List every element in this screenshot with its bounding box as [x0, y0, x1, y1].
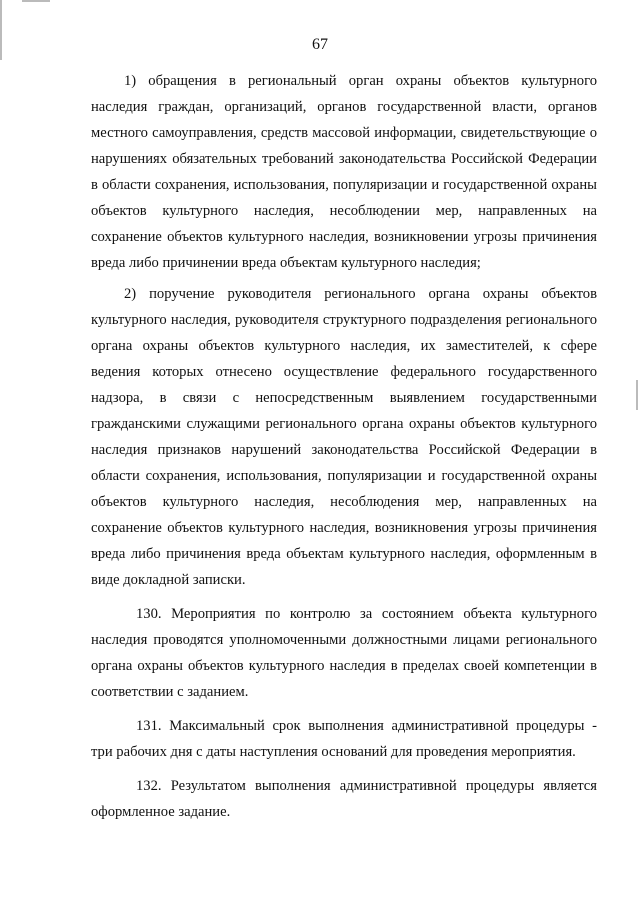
paragraph-132: 132. Результатом выполнения административной процедуры является оформленное задание. [91, 778, 597, 820]
document-body [91, 68, 597, 825]
scan-edge-mark [22, 0, 50, 2]
scan-edge-mark [636, 380, 638, 410]
page-number: 67 [312, 36, 328, 53]
paragraph-130: 130. Мероприятия по контролю за состоянием объекта культурного наследия проводятся уполномоченными должностными лицами регионального органа охраны объектов культурного наследия в пределах своей компетенции в соответствии с заданием. [91, 606, 597, 700]
paragraph-item-1: 1) обращения в региональный орган охраны объектов культурного наследия граждан, организаций, органов государственной власти, органов местного самоуправления, средств массовой информации, свидетельствующие о нарушениях обязательных требований законодательства Российской Федерации в области сохранения, использования, популяризации и государственной охраны объектов культурного наследия, несоблюдении мер, направленных на сохранение объектов культурного наследия, возникновении угрозы причинения вреда либо причинении вреда объектам культурного наследия; [91, 73, 597, 271]
paragraph-131: 131. Максимальный срок выполнения административной процедуры - три рабочих дня с даты наступления оснований для проведения мероприятия. [91, 718, 597, 760]
paragraph-item-2: 2) поручение руководителя регионального органа охраны объектов культурного наследия, руководителя структурного подразделения регионального органа охраны объектов культурного наследия, их заместителей, к сфере ведения которых отнесено осуществление федерального государственного надзора, в связи с непосредственным выявлением государственными гражданскими служащими регионального органа охраны объектов культурного наследия признаков нарушений законодательства Российской Федерации в области сохранения, использования, популяризации и государственной охраны объектов культурного наследия, несоблюдения мер, направленных на сохранение объектов культурного наследия, возникновения угрозы причинения вреда либо причинения вреда объектам культурного наследия, оформленным в виде докладной записки. [91, 286, 597, 588]
